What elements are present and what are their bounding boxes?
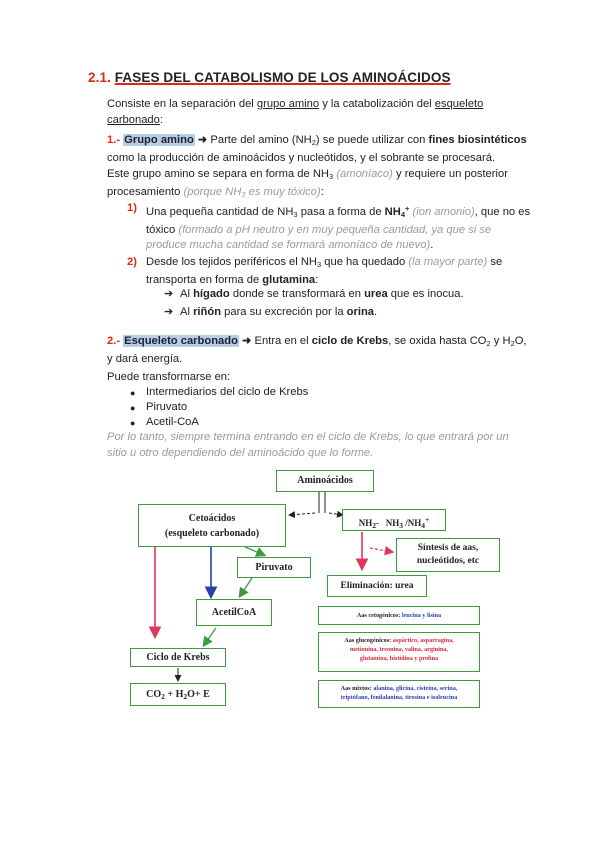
subscript: 4 xyxy=(400,210,406,219)
box-sintesis xyxy=(396,538,500,572)
mixtos-values: triptófano, fenilalanina, tirosina e isoleucina xyxy=(340,694,458,701)
gray-note: es muy tóxico) xyxy=(245,185,321,198)
intro-grupo-amino: grupo amino xyxy=(256,98,320,110)
arrow-cetoacidos-piruvato xyxy=(245,547,264,555)
paragraph-text: procesamiento xyxy=(107,185,184,198)
subitem-bold: hígado xyxy=(193,288,230,300)
mixtos-label: Aas mixtos: xyxy=(340,685,374,692)
bullet-icon: ● xyxy=(130,418,136,428)
box-cetoacidos xyxy=(138,504,286,547)
glucogenicos-values: aspártico, asparragina, xyxy=(392,637,454,644)
item-bold: glutamina xyxy=(262,273,316,286)
section-number: 2.1. xyxy=(88,70,111,85)
cetoacidos-label: Cetoácidos xyxy=(188,513,236,524)
gray-note: (formado a pH neutro y en muy pequeña cantidad, ya que si se xyxy=(178,223,492,236)
section1-number: 1.- xyxy=(107,134,121,146)
subitem-text: Al xyxy=(180,288,194,300)
glucogenicos-label: Aas glucogénicos: xyxy=(344,637,393,644)
section1-bold: fines biosintéticos xyxy=(428,134,527,146)
subitem-text: . xyxy=(374,306,378,318)
arrow-icon: ➜ xyxy=(242,335,252,347)
subitem-text: que es inocua. xyxy=(387,288,464,300)
subscript: 2 xyxy=(161,692,165,701)
box-eliminacion: Eliminación: urea xyxy=(327,575,427,597)
item-text: que ha quedado xyxy=(321,256,409,268)
bullet-icon: ● xyxy=(130,403,136,413)
subscript: 3 xyxy=(241,189,246,199)
subscript: 3 xyxy=(293,210,298,219)
section1-text: ) se puede utilizar con xyxy=(315,134,429,146)
item-text: pasa a forma de xyxy=(297,206,385,218)
item-text: se xyxy=(487,256,503,268)
gray-note: (amoníaco) xyxy=(333,168,393,180)
paragraph-text: y requiere un posterior xyxy=(392,168,508,180)
item-bold: NH xyxy=(384,206,401,218)
gray-note: (la mayor parte) xyxy=(408,256,488,268)
arrow-icon: ➔ xyxy=(164,306,174,318)
section1-text: Parte del amino (NH xyxy=(207,134,312,146)
box-aminoacidos: Aminoácidos xyxy=(276,470,374,492)
item-text: . xyxy=(430,239,434,251)
subscript: 4 xyxy=(421,521,425,530)
box-products xyxy=(130,683,226,706)
subitem-bold: riñón xyxy=(193,306,222,318)
box-mixtos xyxy=(318,680,480,708)
sintesis-line: Síntesis de aas, xyxy=(417,543,479,553)
subitem-bold: urea xyxy=(364,288,388,300)
subscript: 2 xyxy=(372,521,376,530)
paragraph-text: Este grupo amino se separa en forma de NH xyxy=(107,168,330,180)
section2-line2: y dará energía. xyxy=(107,352,183,365)
nh-text: /NH xyxy=(402,518,422,528)
intro-text: : xyxy=(159,113,163,126)
box-piruvato: Piruvato xyxy=(237,557,311,578)
intro-text: y la catabolización del xyxy=(319,98,435,110)
arrow-icon: ➜ xyxy=(197,134,208,146)
subscript: 3 xyxy=(317,260,322,269)
section1-line2: como la producción de aminoácidos y nucleótidos, y el sobrante se procesará. xyxy=(107,151,496,164)
section2-label: Esqueleto carbonado xyxy=(124,335,238,347)
subscript: 2 xyxy=(183,692,188,701)
products-text: + H xyxy=(164,689,184,700)
section1-label: Grupo amino xyxy=(124,134,194,146)
bullet-item: Piruvato xyxy=(146,401,188,413)
item-text: : xyxy=(315,273,319,286)
section2-text: y H xyxy=(490,335,511,347)
superscript: + xyxy=(405,204,410,213)
arrow-acetilcoa-krebs xyxy=(204,628,216,645)
subscript: 3 xyxy=(399,521,403,530)
section2-bold: ciclo de Krebs xyxy=(311,335,389,347)
bullet-item: Acetil-CoA xyxy=(146,416,199,428)
arrow-piruvato-acetilcoa xyxy=(240,578,252,596)
subitem-bold: orina xyxy=(346,306,375,318)
intro-carbonado: carbonado xyxy=(107,113,160,126)
item-text: transporta en forma de xyxy=(146,273,263,286)
box-acetilcoa: AcetilCoA xyxy=(196,599,272,626)
superscript: + xyxy=(424,515,430,524)
item1-number: 1) xyxy=(127,202,137,214)
item-text: Una pequeña cantidad de NH xyxy=(146,206,294,218)
glucogenicos-values: glutamina, histidina y prolina xyxy=(359,655,439,662)
subitem-text: donde se transformará en xyxy=(229,288,365,300)
section2-number: 2.- xyxy=(107,335,121,347)
item2-number: 2) xyxy=(127,256,137,268)
item-text: tóxico xyxy=(146,223,179,236)
arrow-to-cetoacidos xyxy=(290,513,315,515)
glucogenicos-values: metionina, treonina, valina, arginina, xyxy=(349,646,449,653)
arrow-icon: ➔ xyxy=(164,288,174,300)
section2-text: Entra en el xyxy=(251,335,312,347)
cetoacidos-sublabel: (esqueleto carbonado) xyxy=(164,528,260,539)
products-text: O+ E xyxy=(187,689,210,700)
arrow-to-nh xyxy=(329,513,342,515)
subscript: 2 xyxy=(486,339,491,348)
gray-note: (ion amonio) xyxy=(409,206,475,218)
nh-text: NH xyxy=(385,518,400,528)
subitem-text: para su excreción por la xyxy=(221,306,347,318)
paragraph-text: : xyxy=(320,185,324,198)
note-line: Por lo tanto, siempre termina entrando en el ciclo de Krebs, lo que entrará por un xyxy=(107,431,509,443)
gray-note: (porque NH xyxy=(183,185,242,198)
products-text: CO xyxy=(146,689,162,700)
section-heading: FASES DEL CATABOLISMO DE LOS AMINOÁCIDOS xyxy=(114,70,451,85)
section2-text: O, xyxy=(514,335,527,347)
intro-text: Consiste en la separación del xyxy=(107,98,257,110)
box-cetogenicos xyxy=(318,606,480,625)
box-ciclo-krebs: Ciclo de Krebs xyxy=(130,648,226,667)
item-text: Desde los tejidos periféricos el NH xyxy=(146,256,317,268)
subitem-text: Al xyxy=(180,306,194,318)
sintesis-line: nucleótidos, etc xyxy=(416,556,480,566)
intro-esqueleto: esqueleto xyxy=(434,98,484,110)
subscript: 2 xyxy=(510,339,515,348)
item-text: , que no es xyxy=(474,206,531,218)
bullet-item: Intermediarios del ciclo de Krebs xyxy=(146,386,309,398)
box-glucogenicos xyxy=(318,632,480,672)
note-line: sitio u otro dependiendo del aminoácido que lo forme. xyxy=(107,446,374,459)
cetogenicos-label: Aas cetogénicos: xyxy=(356,612,402,619)
nh-text: NH xyxy=(358,518,373,528)
transform-paragraph: Puede transformarse en: xyxy=(107,371,231,383)
nh-text: - xyxy=(375,518,379,528)
subscript: 2 xyxy=(311,138,316,147)
cetogenicos-values: leucina y lisina xyxy=(401,612,442,619)
section2-text: , se oxida hasta CO xyxy=(388,335,487,347)
mixtos-values: alanina, glicina, cisteína, serina, xyxy=(373,685,458,692)
box-nh xyxy=(342,509,446,531)
gray-note: produce mucha cantidad se formará amoníaco de nuevo) xyxy=(146,239,431,251)
arrow-to-sintesis xyxy=(370,548,392,552)
bullet-icon: ● xyxy=(130,388,136,398)
subscript: 3 xyxy=(329,172,334,181)
